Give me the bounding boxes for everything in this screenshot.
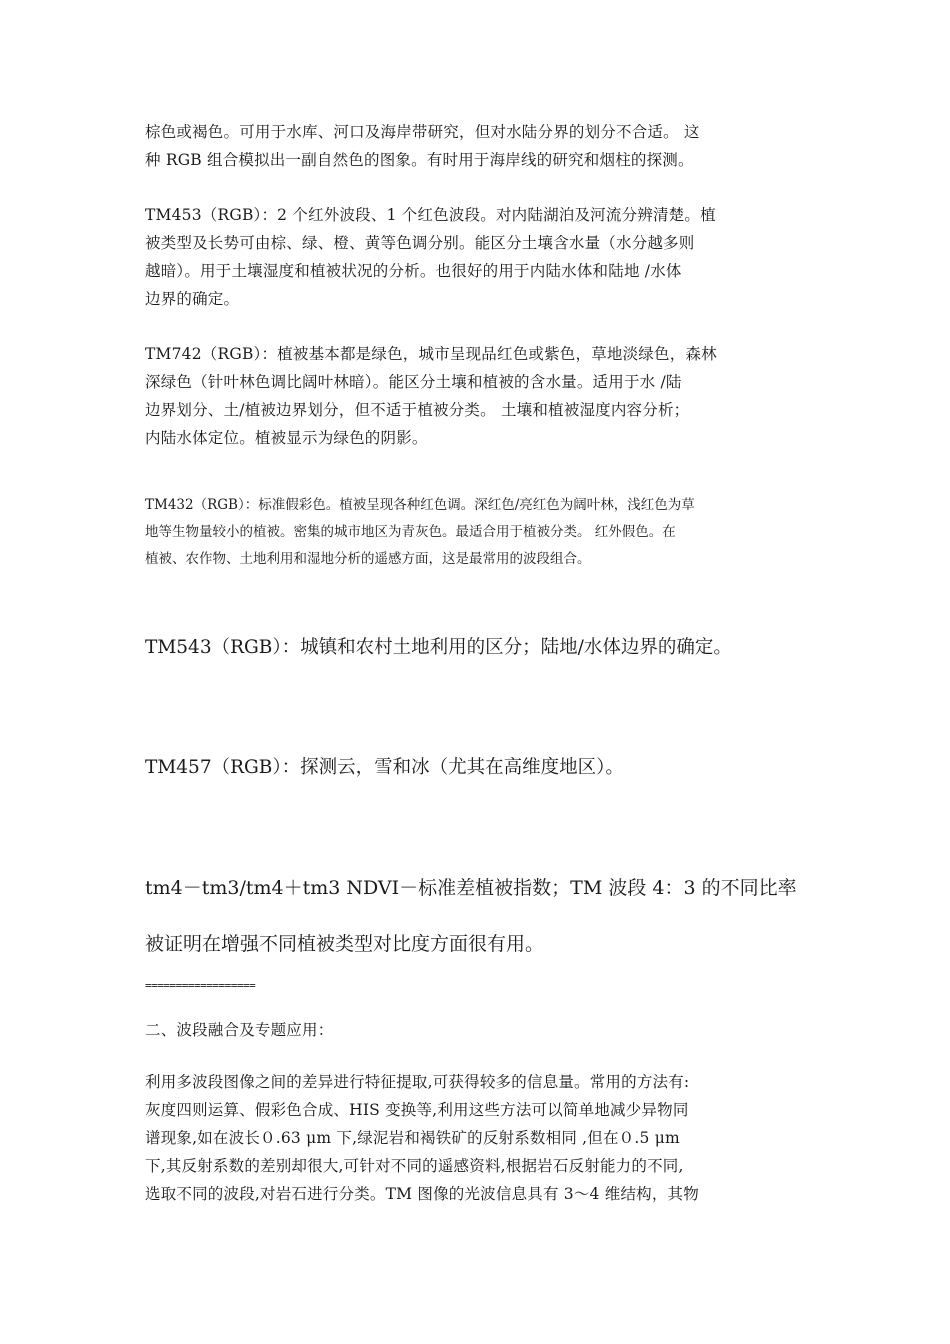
text-line: 内陆水体定位。植被显示为绿色的阴影。 [145, 429, 428, 447]
paragraph-natural-color [145, 118, 815, 174]
paragraph-tm543 [145, 634, 815, 662]
text-line: tm4－tm3/tm4＋tm3 NDVI－标准差植被指数；TM 波段 4：3 的不同比率 [145, 877, 797, 899]
text-line: 被类型及长势可由棕、绿、橙、黄等色调分别。能区分土壤含水量（水分越多则 [145, 234, 695, 252]
text-line: TM453（RGB）：2 个红外波段、1 个红色波段。对内陆湖泊及河流分辨清楚。植 [145, 206, 716, 224]
paragraph-tm457 [145, 754, 815, 782]
text-line: 深绿色（针叶林色调比阔叶林暗）。能区分土壤和植被的含水量。适用于水 /陆 [145, 373, 682, 391]
separator-line: ================== [145, 979, 256, 992]
paragraph-ndvi [145, 860, 815, 972]
section-heading: 二、波段融合及专题应用： [145, 1021, 334, 1039]
text-line: 利用多波段图像之间的差异进行特征提取,可获得较多的信息量。常用的方法有: [145, 1073, 690, 1091]
text-line: TM457（RGB）：探测云，雪和冰（尤其在高维度地区）。 [145, 757, 624, 778]
text-line: 边界划分、土/植被边界划分，但不适于植被分类。 土壤和植被湿度内容分析； [145, 401, 690, 419]
text-line: TM432（RGB）：标准假彩色。植被呈现各种红色调。深红色/亮红色为阔叶林，浅红色为草 [145, 497, 695, 513]
text-line: 边界的确定。 [145, 290, 240, 308]
text-line: 越暗）。用于土壤湿度和植被状况的分析。也很好的用于内陆水体和陆地 /水体 [145, 262, 682, 280]
text-line: 选取不同的波段,对岩石进行分类。TM 图像的光波信息具有 3～4 维结构，其物 [145, 1185, 699, 1203]
text-line: 下,其反射系数的差别却很大,可针对不同的遥感资料,根据岩石反射能力的不同, [145, 1157, 684, 1175]
paragraph-tm432 [145, 492, 815, 573]
text-line: 种 RGB 组合模拟出一副自然色的图象。有时用于海岸线的研究和烟柱的探测。 [145, 151, 694, 169]
text-line: 被证明在增强不同植被类型对比度方面很有用。 [145, 933, 545, 955]
text-line: 谱现象,如在波长０.63 μm 下,绿泥岩和褐铁矿的反射系数相同 ,但在０.5 μm [145, 1129, 680, 1147]
text-line: TM543（RGB）：城镇和农村土地利用的区分；陆地/水体边界的确定。 [145, 637, 732, 658]
text-line: 植被、农作物、土地利用和湿地分析的遥感方面，这是最常用的波段组合。 [145, 551, 591, 567]
paragraph-tm742 [145, 340, 815, 452]
text-line: 棕色或褐色。可用于水库、河口及海岸带研究，但对水陆分界的划分不合适。 这 [145, 123, 700, 141]
text-line: 灰度四则运算、假彩色合成、HIS 变换等,利用这些方法可以简单地减少异物同 [145, 1101, 689, 1119]
paragraph-band-fusion [145, 1068, 815, 1208]
text-line: TM742（RGB）：植被基本都是绿色，城市呈现品红色或紫色，草地淡绿色，森林 [145, 345, 717, 363]
text-line: 地等生物量较小的植被。密集的城市地区为青灰色。最适合用于植被分类。 红外假色。在 [145, 524, 676, 540]
paragraph-tm453 [145, 201, 815, 313]
